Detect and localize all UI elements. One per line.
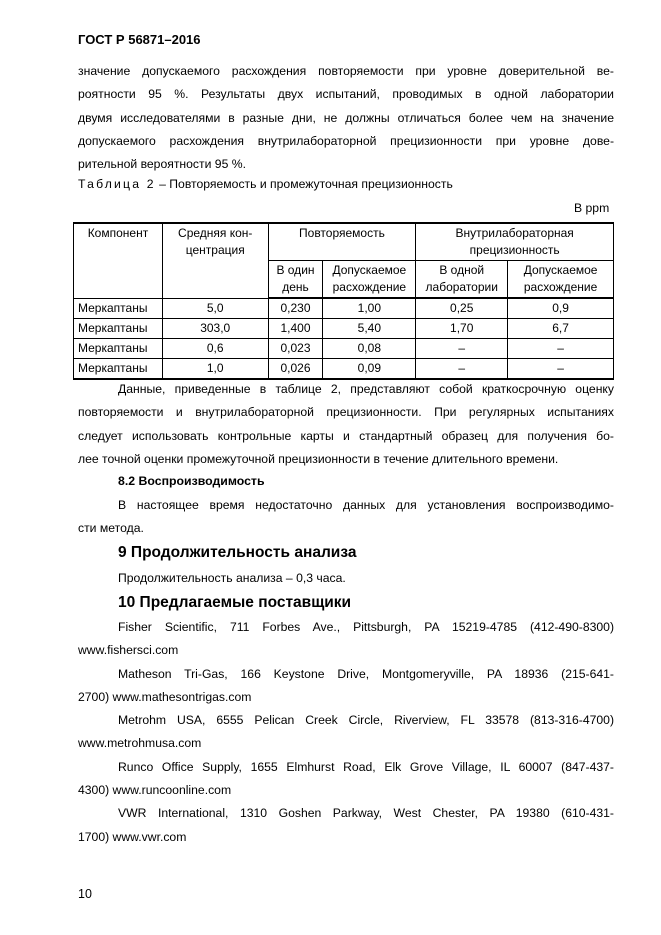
cell-concentration: 1,0 bbox=[162, 359, 268, 380]
cell-component: Меркаптаны bbox=[74, 319, 163, 339]
table-caption-text: – Повторяемость и промежуточная прецизионность bbox=[155, 177, 453, 191]
cell-concentration: 0,6 bbox=[162, 339, 268, 359]
section-8-2-title: 8.2 Воспроизводимость bbox=[118, 474, 265, 488]
table-row bbox=[74, 339, 614, 359]
supplier-line: 1700) www.vwr.com bbox=[78, 829, 187, 844]
table-row bbox=[74, 319, 614, 339]
cell-one-day: 1,400 bbox=[268, 319, 323, 339]
paragraph-line: сти метода. bbox=[78, 521, 144, 536]
paragraph-line: лее точной оценки промежуточной прецизионности в течение длительного времени. bbox=[78, 451, 559, 466]
cell-one-lab: 0,25 bbox=[416, 298, 508, 319]
cell-concentration: 303,0 bbox=[162, 319, 268, 339]
intro-line: допускаемого расхождения внутрилабораторной прецизионности при уровне дове- bbox=[78, 133, 614, 148]
header-intralab-precision: Внутрилабораторная прецизионность bbox=[416, 223, 614, 261]
intro-line: значение допускаемого расхождения повторяемости при уровне доверительной ве- bbox=[78, 64, 614, 78]
header-repeatability: Повторяемость bbox=[268, 223, 416, 261]
data-paragraph bbox=[78, 378, 614, 471]
supplier-line: 2700) www.mathesontrigas.com bbox=[78, 689, 252, 704]
cell-allowed-2: 6,7 bbox=[508, 319, 614, 339]
supplier-line: Runco Office Supply, 1655 Elmhurst Road, Elk Grove Village, IL 60007 (847-437- bbox=[118, 759, 614, 774]
header-concentration: Средняя кон- центрация bbox=[162, 223, 268, 298]
header-one-day: В один день bbox=[268, 261, 323, 299]
cell-allowed-2: 0,9 bbox=[508, 298, 614, 319]
cell-allowed-1: 5,40 bbox=[323, 319, 416, 339]
supplier-line: Matheson Tri-Gas, 166 Keystone Drive, Montgomeryville, PA 18936 (215-641- bbox=[118, 666, 614, 681]
intro-line: роятности 95 %. Результаты двух испытаний, проводимых в одной лаборатории bbox=[78, 87, 614, 102]
header-allowed-divergence-2: Допускаемое расхождение bbox=[508, 261, 614, 299]
intro-line: рительной вероятности 95 %. bbox=[78, 157, 246, 172]
cell-component: Меркаптаны bbox=[74, 298, 163, 319]
page-number: 10 bbox=[78, 887, 92, 901]
header-one-lab: В одной лаборатории bbox=[416, 261, 508, 299]
document-header: ГОСТ Р 56871–2016 bbox=[78, 32, 201, 47]
paragraph-line: Данные, приведенные в таблице 2, представляют собой краткосрочную оценку bbox=[118, 382, 614, 396]
table-caption bbox=[78, 177, 453, 191]
cell-allowed-1: 0,08 bbox=[323, 339, 416, 359]
cell-one-day: 0,026 bbox=[268, 359, 323, 380]
cell-component: Меркаптаны bbox=[74, 359, 163, 380]
intro-line: двумя исследователями в разные дни, не должны отличаться более чем на значение bbox=[78, 110, 614, 125]
cell-one-lab: – bbox=[416, 359, 508, 380]
precision-table bbox=[73, 222, 614, 380]
cell-allowed-1: 1,00 bbox=[323, 298, 416, 319]
section-8-2-paragraph bbox=[78, 494, 614, 541]
header-allowed-divergence-1: Допускаемое расхождение bbox=[323, 261, 416, 299]
suppliers-list bbox=[78, 616, 614, 849]
table-row bbox=[74, 359, 614, 380]
section-9-text: Продолжительность анализа – 0,3 часа. bbox=[118, 571, 346, 585]
section-10-title: 10 Предлагаемые поставщики bbox=[118, 594, 352, 611]
cell-one-lab: – bbox=[416, 339, 508, 359]
supplier-line: Metrohm USA, 6555 Pelican Creek Circle, Riverview, FL 33578 (813-316-4700) bbox=[118, 713, 614, 728]
table-caption-prefix: Таблица 2 bbox=[78, 177, 156, 191]
header-component: Компонент bbox=[74, 223, 163, 298]
table-unit: В ppm bbox=[574, 201, 610, 215]
supplier-line: VWR International, 1310 Goshen Parkway, West Chester, PA 19380 (610-431- bbox=[118, 806, 614, 821]
cell-one-lab: 1,70 bbox=[416, 319, 508, 339]
cell-allowed-1: 0,09 bbox=[323, 359, 416, 380]
cell-allowed-2: – bbox=[508, 339, 614, 359]
intro-paragraph bbox=[78, 60, 614, 176]
cell-concentration: 5,0 bbox=[162, 298, 268, 319]
paragraph-line: повторяемости и внутрилабораторной прецизионности. При регулярных испытаниях bbox=[78, 405, 614, 420]
table-row bbox=[74, 298, 614, 319]
supplier-line: www.metrohmusa.com bbox=[78, 736, 202, 751]
paragraph-line: В настоящее время недостаточно данных для установления воспроизводимо- bbox=[118, 498, 614, 512]
supplier-line: 4300) www.runcoonline.com bbox=[78, 783, 232, 798]
cell-allowed-2: – bbox=[508, 359, 614, 380]
cell-one-day: 0,230 bbox=[268, 298, 323, 319]
paragraph-line: следует использовать контрольные карты и стандартный образец для получения бо- bbox=[78, 428, 614, 443]
section-9-title: 9 Продолжительность анализа bbox=[118, 544, 357, 561]
cell-one-day: 0,023 bbox=[268, 339, 323, 359]
supplier-line: www.fishersci.com bbox=[78, 643, 179, 658]
supplier-line: Fisher Scientific, 711 Forbes Ave., Pittsburgh, PA 15219-4785 (412-490-8300) bbox=[118, 620, 614, 634]
cell-component: Меркаптаны bbox=[74, 339, 163, 359]
